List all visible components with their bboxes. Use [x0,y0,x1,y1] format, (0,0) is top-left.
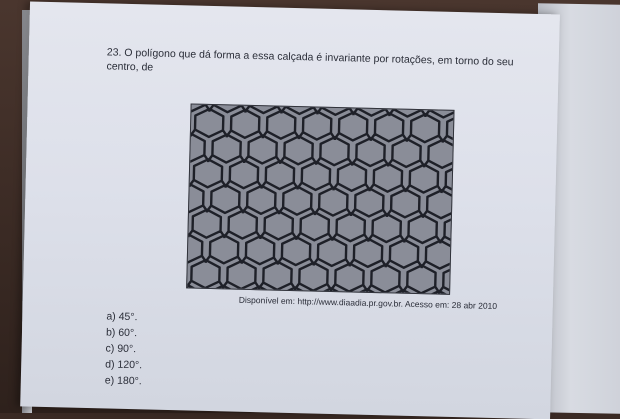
option-e[interactable] [105,372,142,389]
option-c[interactable] [105,340,142,357]
question-number: 23. [106,46,122,59]
option-letter: b) [105,326,116,339]
book-page [20,2,560,419]
pentagonal-tiling-icon [187,105,453,294]
option-value: 180°. [116,374,142,388]
pavement-tiling-image [186,103,454,294]
option-letter: e) [104,374,115,387]
option-b[interactable] [106,324,143,341]
option-letter: d) [105,358,115,371]
option-letter: c) [105,342,115,355]
answer-options [105,308,144,389]
option-value: 120°. [117,358,143,372]
option-letter: a) [106,310,116,323]
question-block [106,45,537,83]
option-value: 60°. [118,326,138,340]
option-value: 90°. [117,342,137,356]
question-text: O polígono que dá forma a essa calçada é invariante por rotações, em torno do seu centro, de [106,46,514,74]
option-value: 45°. [118,310,138,324]
option-a[interactable] [106,308,143,325]
image-source-citation: Disponível em: http://www.diaadia.pr.gov.br. Acesso em: 28 abr 2010 [238,294,498,312]
option-d[interactable] [105,356,142,373]
